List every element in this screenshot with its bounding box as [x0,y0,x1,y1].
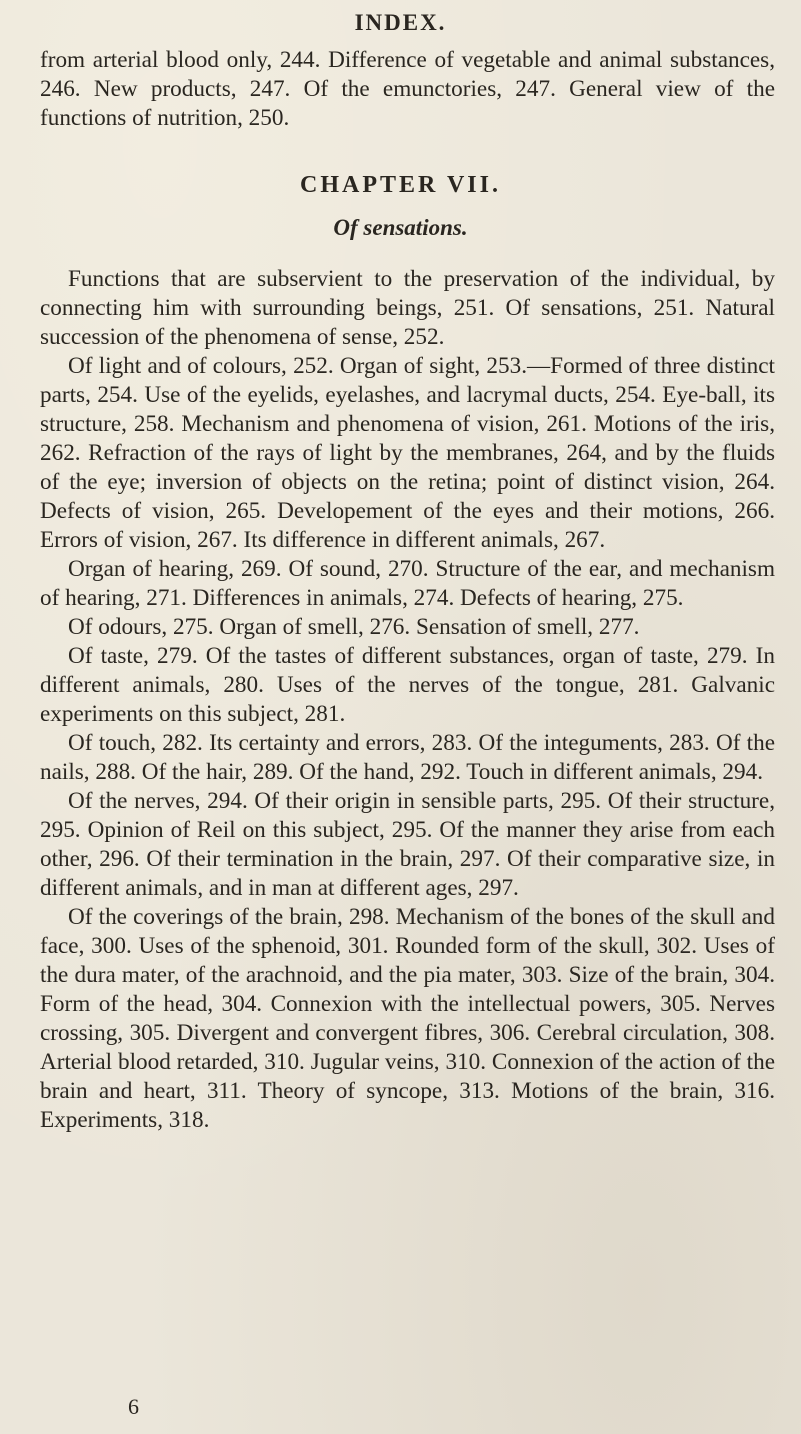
paragraph-light-and-colours: Of light and of colours, 252. Organ of sight, 253.—Formed of three distinct parts, 254. Use of the eyelids, eyelashes, and lacrymal ducts, 254. Eye-ball, its structure, 258. Mechanism and phenomena of vision, 261. Motions of the iris, 262. Refraction of the rays of light by the membranes, 264, and by the fluids of the eye; inversion of objects on the retina; point of distinct vision, 264. Defects of vision, 265. Developement of the eyes and their motions, 266. Errors of vision, 267. Its difference in different animals, 267. [40,353,775,553]
paragraph-hearing: Organ of hearing, 269. Of sound, 270. Structure of the ear, and mechanism of hearing, 271. Differences in animals, 274. Defects of hearing, 275. [40,556,775,611]
running-head: INDEX. [354,10,447,35]
intro-paragraph: from arterial blood only, 244. Difference of vegetable and animal substances, 246. New products, 247. Of the emunctories, 247. General view of the functions of nutrition, 250. [40,47,775,131]
signature-mark: 6 [128,1394,139,1419]
paragraph-functions: Functions that are subservient to the preservation of the individual, by connecting him with surrounding beings, 251. Of sensations, 251. Natural succession of the phenomena of sense, 252. [40,266,775,350]
paragraph-brain-coverings: Of the coverings of the brain, 298. Mechanism of the bones of the skull and face, 300. Uses of the sphenoid, 301. Rounded form of the skull, 302. Uses of the dura mater, of the arachnoid, and the pia mater, 303. Size of the brain, 304. Form of the head, 304. Connexion with the intellectual powers, 305. Nerves crossing, 305. Divergent and convergent fibres, 306. Cerebral circulation, 308. Arterial blood retarded, 310. Jugular veins, 310. Connexion of the action of the brain and heart, 311. Theory of syncope, 313. Motions of the brain, 316. Experiments, 318. [40,904,775,1133]
paragraph-touch: Of touch, 282. Its certainty and errors, 283. Of the integuments, 283. Of the nails, 288. Of the hair, 289. Of the hand, 292. Touch in different animals, 294. [40,730,775,785]
chapter-subtitle: Of sensations. [333,215,468,240]
paragraph-nerves: Of the nerves, 294. Of their origin in sensible parts, 295. Of their structure, 295. Opinion of Reil on this subject, 295. Of the manner they arise from each other, 296. Of their termination in the brain, 297. Of their comparative size, in different animals, and in man at different ages, 297. [40,788,775,901]
chapter-title: CHAPTER VII. [300,172,501,198]
chapter-body [40,265,775,1135]
paragraph-odours: Of odours, 275. Organ of smell, 276. Sensation of smell, 277. [68,614,640,640]
paragraph-taste: Of taste, 279. Of the tastes of different substances, organ of taste, 279. In different animals, 280. Uses of the nerves of the tongue, 281. Galvanic experiments on this subject, 281. [40,643,775,727]
